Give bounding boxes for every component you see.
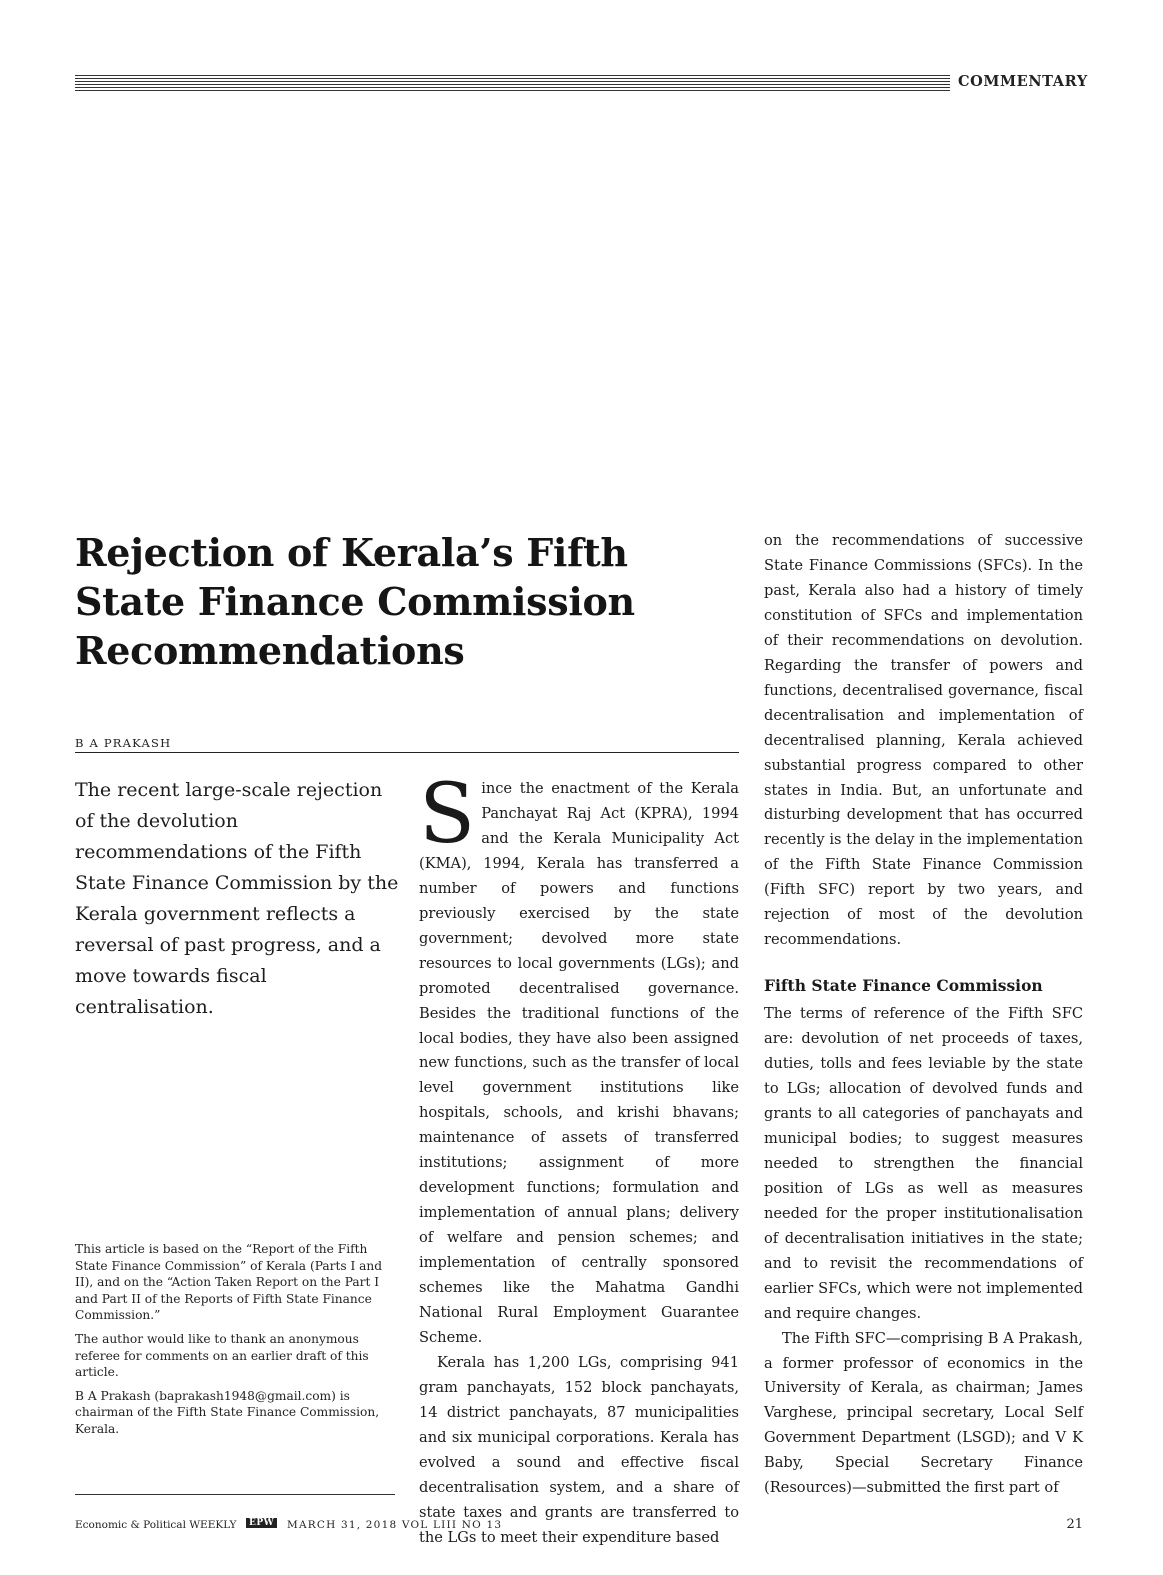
body-paragraph: The terms of reference of the Fifth SFC are: devolution of net proceeds of taxes, duties, tolls and fees leviable by the state to LGs; allocation of devolved funds and grants to all categories of panchayats and municipal bodies; to suggest measures needed to strengthen the financial position of LGs as well as measures needed for the proper institutionalisation of decentralisation initiatives in the state; and to revisit the recommendations of earlier SFCs, which were not implemented and require changes. (764, 1005, 1083, 1322)
body-paragraph-text: ince the enactment of the Kerala Panchayat Raj Act (KPRA), 1994 and the Kerala Municipality Act (KMA), 1994, Kerala has transferred a number of powers and functions previously exercised by the state government; devolved more state resources to local governments (LGs); and promoted decentralised governance. Besides the traditional functions of the local bodies, they have also been assigned new functions, such as the transfer of local level government institutions like hospitals, schools, and krishi bhavans; maintenance of assets of transferred institutions; assignment of more development functions; formulation and implementation of annual plans; delivery of welfare and pension schemes; and implementation of centrally sponsored schemes like the Mahatma Gandhi National Rural Employment Guarantee Scheme. (419, 780, 739, 1346)
body-paragraph: The Fifth SFC—comprising B A Prakash, a former professor of economics in the University of Kerala, as chairman; James Varghese, principal secretary, Local Self Government Department (LSGD); and V K Baby, Special Secretary Finance (Resources)—submitted the first part of (764, 1329, 1083, 1497)
article-notes (75, 1241, 400, 1445)
body-column-1 (419, 767, 739, 1551)
epw-badge: EPW (246, 1518, 277, 1528)
note-acknowledgement: The author would like to thank an anonymous referee for comments on an earlier draft of this article. (75, 1331, 369, 1380)
issue-info: MARCH 31, 2018 VOL LIII NO 13 (287, 1519, 503, 1531)
drop-cap: S (419, 767, 476, 862)
article-abstract: The recent large-scale rejection of the devolution recommendations of the Fifth State Finance Commission by the Kerala government reflects a reversal of past progress, and a move towards fiscal centralisation. (75, 779, 399, 1018)
page-footer (75, 1519, 1083, 1537)
body-column-2 (764, 529, 1083, 1501)
article-title: Rejection of Kerala’s Fifth State Finance Commission Recommendations (75, 530, 635, 673)
page-number: 21 (1066, 1517, 1083, 1532)
author-byline: B A PRAKASH (75, 736, 739, 753)
header-rule (75, 75, 950, 91)
body-paragraph (419, 767, 739, 1351)
section-label: COMMENTARY (958, 73, 1088, 90)
journal-name: Economic & Political WEEKLY (75, 1519, 237, 1531)
section-heading: Fifth State Finance Commission (764, 976, 1043, 996)
note-source: This article is based on the “Report of the Fifth State Finance Commission” of Kerala (Parts I and II), and on the “Action Taken Report on the Part I and Part II of the Reports of Fifth State Finance Commission.” (75, 1242, 383, 1323)
notes-rule (75, 1494, 395, 1495)
body-paragraph: Kerala has 1,200 LGs, comprising 941 gram panchayats, 152 block panchayats, 14 district panchayats, 87 municipalities and six municipal corporations. Kerala has evolved a sound and effective fiscal decentralisation system, and a share of state taxes and grants are transferred to the LGs to meet their expenditure based (419, 1353, 739, 1546)
body-paragraph: on the recommendations of successive State Finance Commissions (SFCs). In the past, Kerala also had a history of timely constitution of SFCs and implementation of their recommendations on devolution. Regarding the transfer of powers and functions, decentralised governance, fiscal decentralisation and implementation of decentralised planning, Kerala achieved substantial progress compared to other states in India. But, an unfortunate and disturbing development that has occurred recently is the delay in the implementation of the Fifth State Finance Commission (Fifth SFC) report by two years, and rejection of most of the devolution recommendations. (764, 532, 1083, 949)
note-author-bio: B A Prakash (baprakash1948@gmail.com) is chairman of the Fifth State Finance Commission, Kerala. (75, 1388, 380, 1436)
